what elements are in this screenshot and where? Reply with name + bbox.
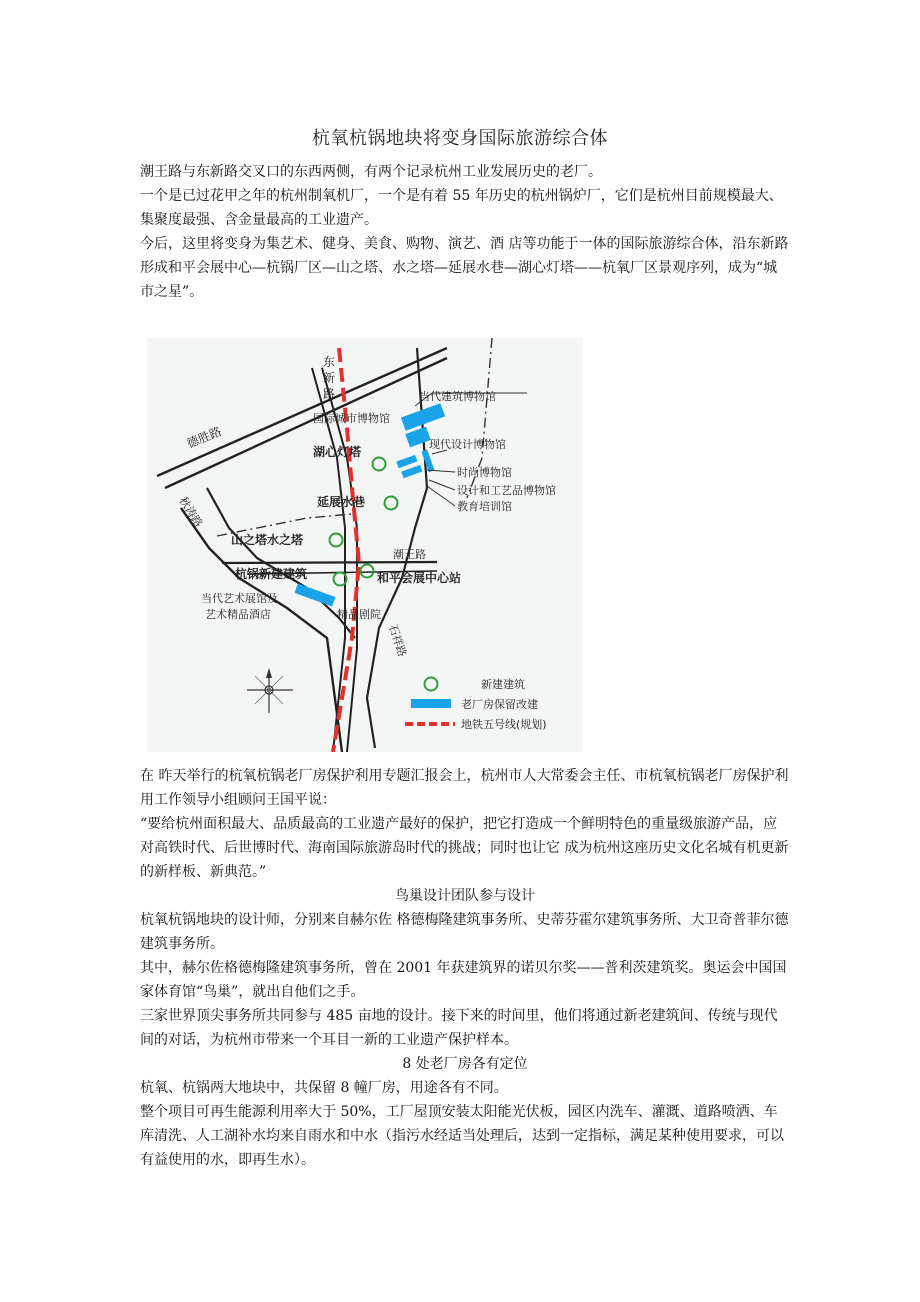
location-map [147,338,583,752]
paragraph-renewable-energy: 整个项目可再生能源利用率大于 50%，工厂屋顶安装太阳能光伏板，园区内洗车、灌溉、道路喷洒、车库清洗、人工湖补水均来自雨水和中水（指污水经适当处理后，达到一定指标，满足某种使用要求，可以有益使用的水，即再生水）。 [140,1104,784,1168]
paragraph-designers: 杭氧杭锅地块的设计师，分别来自赫尔佐 格德梅隆建筑事务所、史蒂芬霍尔建筑事务所、大卫奇普菲尔德建筑事务所。 [140,912,789,952]
paragraph-1: 潮王路与东新路交叉口的东西两侧，有两个记录杭州工业发展历史的老厂。 [140,164,602,180]
legend-new-building-label: 新建建筑 [481,678,525,691]
section-heading-eight-factories: 8 处老厂房各有定位 [402,1056,528,1072]
label-peace-expo-station: 和平会展中心站 [377,571,462,585]
paragraph-quote: “要给杭州面积最大、品质最高的工业遗产最好的保护，把它打造成一个鲜明特色的重量级旅游产品，应对高铁时代、后世博时代、海南国际旅游岛时代的挑战；同时也让它 成为杭州这座历史文化名城有机更新的新样板、新典范。” [140,816,789,880]
label-modern-design-museum: 现代设计博物馆 [429,438,506,451]
road-label-dongxin-2: 新 [323,371,336,385]
legend-old-factory-label: 老厂房保留改建 [461,698,538,711]
road-label-dongxin [323,355,335,401]
label-lake-lighthouse: 湖心灯塔 [313,445,362,459]
label-contemporary-architecture-museum: 当代建筑博物馆 [419,390,496,403]
label-theater: 精品剧院 [337,608,381,621]
paragraph-three-firms: 三家世界顶尖事务所共同参与 485 亩地的设计。接下来的时间里，他们将通过新老建筑间、传统与现代间的对话，为杭州市带来一个耳目一新的工业遗产保护样本。 [140,1008,778,1048]
label-fashion-museum: 时尚博物馆 [457,466,512,479]
legend-old-factory-swatch [411,699,451,708]
paragraph-eight-factories: 杭氧、杭锅两大地块中，共保留 8 幢厂房，用途各有不同。 [140,1080,508,1096]
label-mountain-water-tower: 山之塔水之塔 [231,533,304,547]
legend-metro-label: 地铁五号线(规划) [461,718,547,731]
label-international-city-museum: 国际城市博物馆 [313,412,390,425]
paragraph-meeting: 在 昨天举行的杭氧杭锅老厂房保护利用专题汇报会上，杭州市人大常委会主任、市杭氧杭锅老厂房保护利用工作领导小组顾问王国平说： [140,768,789,808]
label-art-gallery-2: 艺术精品酒店 [205,608,271,621]
label-water-lane: 延展水巷 [317,495,366,509]
road-label-shixiang: 石祥路 [386,622,409,659]
article-title: 杭氧杭锅地块将变身国际旅游综合体 [312,128,608,149]
label-art-gallery-1: 当代艺术展馆及 [201,592,278,605]
label-hangguo-new-building: 杭锅新建建筑 [235,567,308,581]
road-chaowang [222,562,437,563]
road-label-dongxin-1: 东 [323,355,336,369]
label-education-center: 教育培训馆 [457,500,512,513]
road-label-qiushi: 秋涛路 [176,494,205,530]
label-design-craft-museum: 设计和工艺品博物馆 [457,484,556,497]
paragraph-2: 一个是已过花甲之年的杭州制氧机厂，一个是有着 55 年历史的杭州锅炉厂，它们是杭州目前规模最大、集聚度最强、含金量最高的工业遗产。 [140,188,783,228]
paragraph-herzog: 其中，赫尔佐格德梅隆建筑事务所，曾在 2001 年获建筑界的诺贝尔奖——普利茨建筑奖。奥运会中国国家体育馆“鸟巢”，就出自他们之手。 [140,960,787,1000]
road-label-dongxin-3: 路 [323,387,336,401]
paragraph-3: 今后，这里将变身为集艺术、健身、美食、购物、演艺、酒 店等功能于一体的国际旅游综合体，沿东新路形成和平会展中心—杭锅厂区—山之塔、水之塔—延展水巷—湖心灯塔——杭氧厂区景观序列，成为“城市之星”。 [140,236,789,300]
road-label-desheng: 德胜路 [184,424,224,451]
road-label-chaowang: 潮王路 [393,548,426,561]
section-heading-bird-nest: 鸟巢设计团队参与设计 [395,888,535,904]
